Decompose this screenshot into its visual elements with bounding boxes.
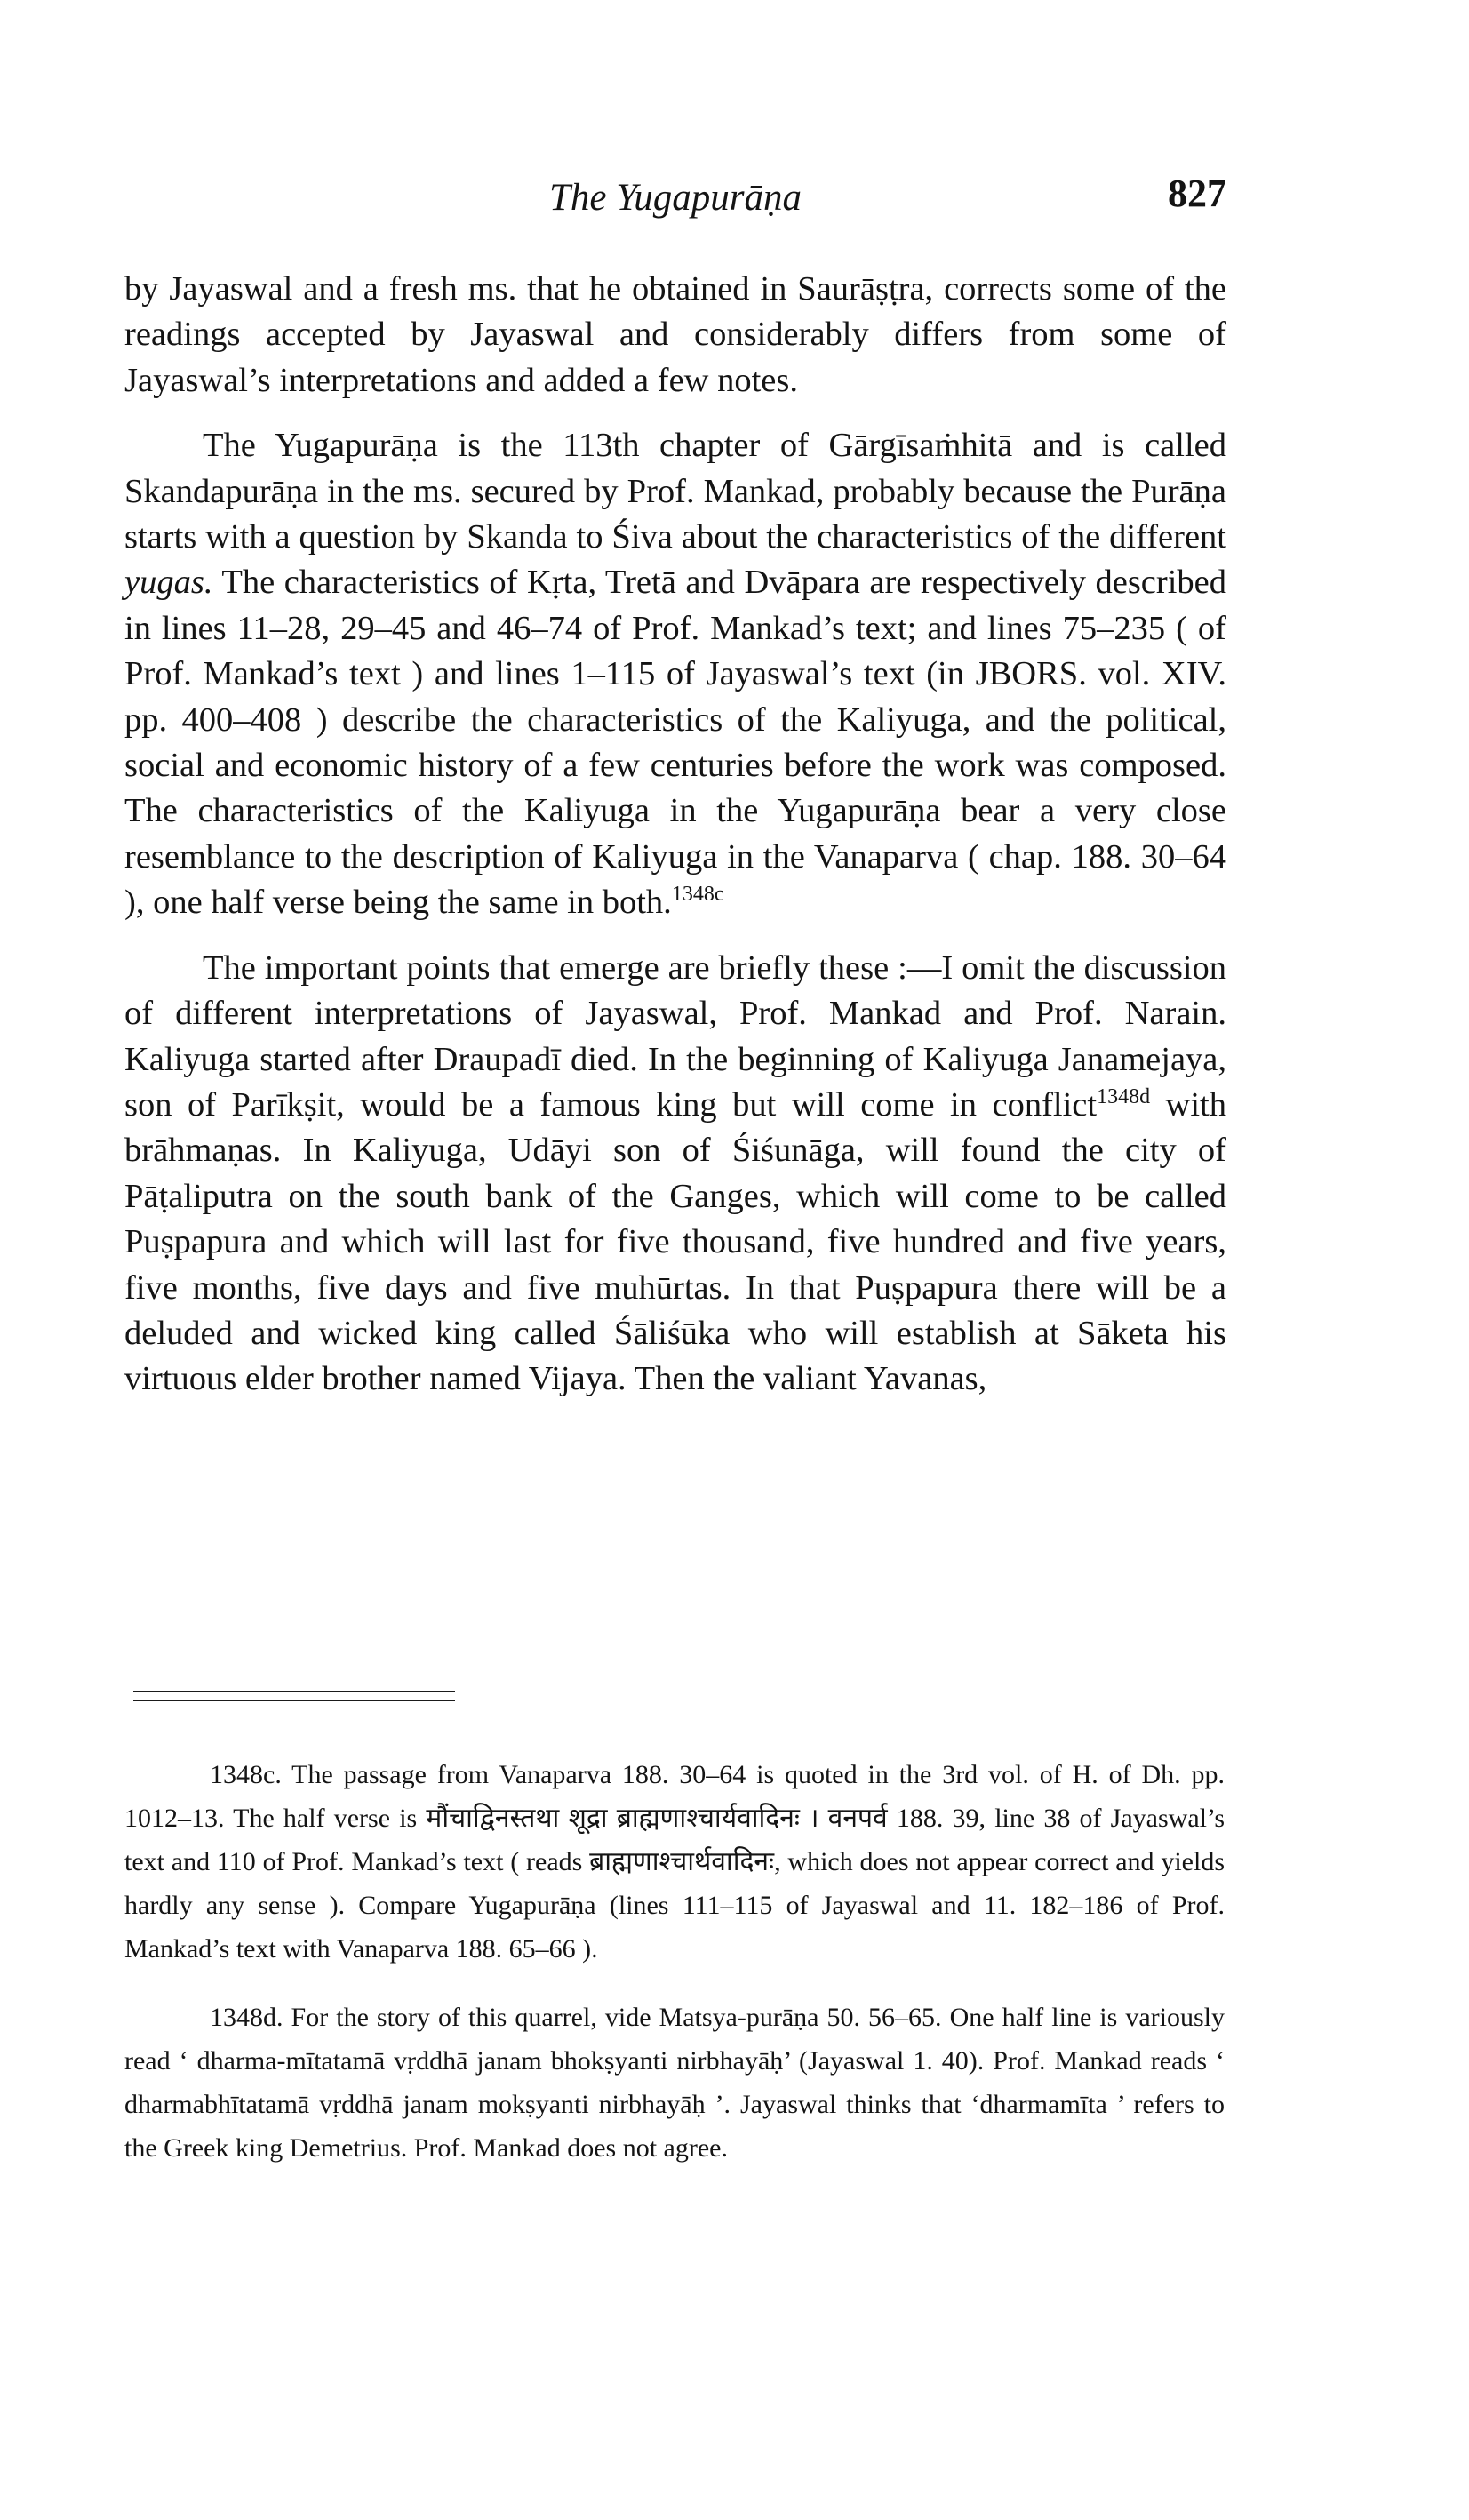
yugas-term: yugas. (124, 564, 213, 602)
footnote-ref-1348c[interactable]: 1348c (671, 883, 724, 907)
footnotes (124, 1753, 1225, 2170)
footnote-1348d: 1348d. For the story of this quarrel, vide Matsya-purāṇa 50. 56–65. One half line is variously read ‘ dharma-mītatamā vṛddhā janam bhokṣyanti nirbhayāḥ’ (Jayaswal 1. 40). Prof. Mankad reads ‘ dharmabhītatamā vṛddhā janam mokṣyanti nirbhayāḥ ’. Jayaswal thinks that ‘dharmamīta ’ refers to the Greek king Demetrius. Prof. Mankad does not agree. (124, 2003, 1225, 2163)
footnote-1348c: 1348c. The passage from Vanaparva 188. 30–64 is quoted in the 3rd vol. of H. of Dh. pp. 1012–13. The half verse is मौंचाद्विनस्तथा शूद्रा ब्राह्मणाश्चार्यवादिनः । वनपर्व 188. 39, line 38 of Jayaswal’s text and 110 of Prof. Mankad’s text ( reads ब्राह्मणाश्चार्थवादिनः, which does not appear correct and yields hardly any sense ). Compare Yugapurāṇa (lines 111–115 of Jayaswal and 11. 182–186 of Prof. Mankad’s text with Vanaparva 188. 65–66 ). (124, 1760, 1225, 1964)
paragraph-3-text: The important points that emerge are briefly these :—I omit the discussion of different interpretations of Jayaswal, Prof. Mankad and Prof. Narain. Kaliyuga started after Draupadī died. In the beginning of Kaliyuga Janamejaya, son of Parīkṣit, would be a famous king but will come in conflict (124, 948, 1226, 1124)
separator-line-upper (133, 1691, 455, 1692)
footnote-separator (133, 1691, 455, 1703)
page-number: 827 (1168, 172, 1226, 215)
running-title: The Yugapurāṇa (549, 177, 802, 219)
main-text (124, 267, 1226, 1403)
footnote-ref-1348d[interactable]: 1348d (1097, 1085, 1151, 1109)
page-header (124, 172, 1226, 229)
paragraph-2-continued: The characteristics of Kṛta, Tretā and Dvāpara are respectively described in lines 11–28, 29–45 and 46–74 of Prof. Mankad’s text; and lines 75–235 ( of Prof. Mankad’s text ) and lines 1–115 of Jayaswal’s text (in JBORS. vol. XIV. pp. 400–408 ) describe the characteristics of the Kaliyuga, and the political, social and economic history of a few centuries before the work was composed. The characteristics of the Kaliyuga in the Yugapurāṇa bear a very close resemblance to the description of Kaliyuga in the Vanaparva ( chap. 188. 30–64 ), one half verse being the same in both. (124, 564, 1226, 922)
paragraph-2 (124, 423, 1226, 925)
paragraph-3 (124, 946, 1226, 1403)
paragraph-2-text: The Yugapurāṇa is the 113th chapter of Gārgīsaṁhitā and is called Skandapurāṇa in the ms. secured by Prof. Mankad, probably because the Purāṇa starts with a question by Skanda to Śiva about the characteristics of the different (124, 427, 1226, 556)
paragraph-1: by Jayaswal and a fresh ms. that he obtained in Saurāṣṭra, corrects some of the readings accepted by Jayaswal and considerably differs from some of Jayaswal’s interpretations and added a few notes. (124, 270, 1226, 399)
paragraph-3-continued: with brāhmaṇas. In Kaliyuga, Udāyi son of Śiśunāga, will found the city of Pāṭaliputra on the south bank of the Ganges, which will come to be called Puṣpapura and which will last for five thousand, five hundred and five years, five months, five days and five muhūrtas. In that Puṣpapura there will be a deluded and wicked king called Śāliśūka who will establish at Sāketa his virtuous elder brother named Vijaya. Then the valiant Yavanas, (124, 1085, 1226, 1398)
separator-line-lower (133, 1700, 455, 1701)
